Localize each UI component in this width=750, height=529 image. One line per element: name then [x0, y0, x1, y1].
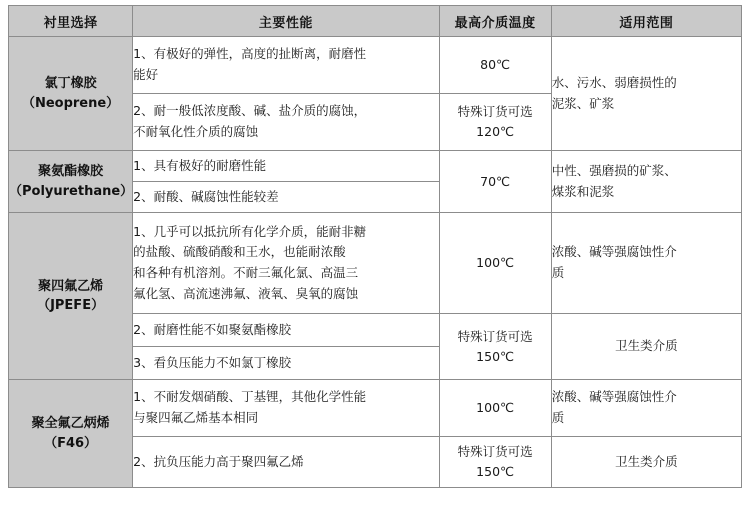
scope-line: 卫生类介质 — [615, 338, 678, 354]
performance-line: 1、有极好的弹性，高度的扯断离，耐磨性 — [133, 46, 367, 62]
performance-line: 3、看负压能力不如氯丁橡胶 — [133, 354, 292, 370]
performance-line: 的盐酸、硫酸硝酸和王水，也能耐浓酸 — [133, 244, 346, 260]
table-body — [9, 37, 742, 488]
performance-line: 2、耐一般低浓度酸、碱、盐介质的腐蚀， — [133, 103, 367, 119]
performance-line: 1、具有极好的耐磨性能 — [133, 157, 267, 173]
material-name-line2: （F46） — [44, 435, 98, 451]
material-name-line2: （JPEFE） — [37, 298, 105, 313]
material-name-line2: （Neoprene） — [21, 95, 120, 111]
material-name-line1: 聚四氟乙烯 — [38, 278, 104, 294]
performance-line: 1、不耐发烟硝酸、丁基锂，其他化学性能 — [133, 389, 367, 405]
temperature-cell — [439, 380, 551, 437]
material-name-line1: 聚氨酯橡胶 — [38, 164, 104, 179]
performance-line: 2、耐酸、碱腐蚀性能较差 — [133, 188, 279, 204]
temperature-line: 120℃ — [476, 124, 515, 139]
scope-line: 浓酸、碱等强腐蚀性介 — [551, 389, 677, 405]
column-header-scope: 适用范围 — [551, 6, 741, 37]
performance-line: 2、抗负压能力高于聚四氟乙烯 — [133, 453, 304, 469]
performance-cell — [133, 380, 439, 437]
scope-cell — [551, 213, 741, 314]
table-header — [9, 6, 742, 37]
performance-line: 1、几乎可以抵抗所有化学介质，能耐非糖 — [133, 223, 367, 239]
material-name-line2: （Polyurethane） — [9, 183, 134, 199]
scope-line: 卫生类介质 — [615, 453, 678, 469]
scope-line: 煤浆和泥浆 — [551, 183, 615, 199]
lining-selection-sheet — [0, 5, 750, 529]
scope-line: 泥浆、矿浆 — [551, 95, 615, 111]
performance-line: 能好 — [133, 67, 159, 82]
performance-cell — [133, 437, 439, 488]
column-header-performance: 主要性能 — [133, 6, 439, 37]
material-cell-f46 — [9, 380, 133, 488]
temperature-cell — [439, 314, 551, 380]
performance-line: 2、耐磨性能不如聚氨酯橡胶 — [133, 321, 292, 337]
performance-cell — [133, 314, 439, 347]
temperature-cell — [439, 94, 551, 151]
column-header-material: 衬里选择 — [9, 6, 133, 37]
column-header-max-temperature: 最高介质温度 — [439, 6, 551, 37]
table-row — [9, 380, 742, 437]
scope-line: 中性、强磨损的矿浆、 — [551, 162, 677, 178]
scope-cell — [551, 314, 741, 380]
temperature-line: 80℃ — [480, 57, 511, 72]
table-row — [9, 151, 742, 182]
table-header-row — [9, 6, 742, 37]
scope-cell — [551, 37, 741, 151]
temperature-cell — [439, 437, 551, 488]
material-name-line1: 聚全氟乙炳烯 — [31, 416, 110, 431]
performance-cell — [133, 37, 439, 94]
lining-selection-table — [8, 5, 742, 488]
performance-cell — [133, 347, 439, 380]
temperature-cell — [439, 213, 551, 314]
table-row — [9, 213, 742, 314]
temperature-cell — [439, 37, 551, 94]
material-cell-jpefe — [9, 213, 133, 380]
performance-line: 和各种有机溶剂。不耐三氟化氯、高温三 — [133, 265, 359, 280]
temperature-line: 100℃ — [476, 400, 515, 415]
material-cell-neoprene — [9, 37, 133, 151]
scope-cell — [551, 380, 741, 437]
performance-cell — [133, 182, 439, 213]
temperature-line: 150℃ — [476, 348, 515, 364]
temperature-cell — [439, 151, 551, 213]
scope-line: 水、污水、弱磨损性的 — [551, 74, 677, 90]
temperature-line: 特殊订货可选 — [457, 328, 533, 344]
scope-cell — [551, 151, 741, 213]
performance-line: 与聚四氟乙烯基本相同 — [133, 410, 259, 425]
material-cell-polyurethane — [9, 151, 133, 213]
material-name-line1: 氯丁橡胶 — [44, 76, 97, 91]
scope-line: 质 — [551, 265, 565, 280]
performance-cell — [133, 213, 439, 314]
temperature-line: 150℃ — [476, 464, 515, 479]
temperature-line: 70℃ — [480, 173, 511, 189]
temperature-line: 特殊订货可选 — [457, 444, 533, 459]
scope-cell — [551, 437, 741, 488]
scope-line: 质 — [551, 410, 565, 425]
table-row — [9, 37, 742, 94]
scope-line: 浓酸、碱等强腐蚀性介 — [551, 244, 677, 260]
performance-line: 氟化氢、高流速沸氟、液氧、臭氧的腐蚀 — [133, 285, 359, 301]
performance-cell — [133, 94, 439, 151]
temperature-line: 100℃ — [476, 255, 515, 270]
performance-line: 不耐氧化性介质的腐蚀 — [133, 124, 259, 139]
temperature-line: 特殊订货可选 — [457, 104, 533, 119]
performance-cell — [133, 151, 439, 182]
